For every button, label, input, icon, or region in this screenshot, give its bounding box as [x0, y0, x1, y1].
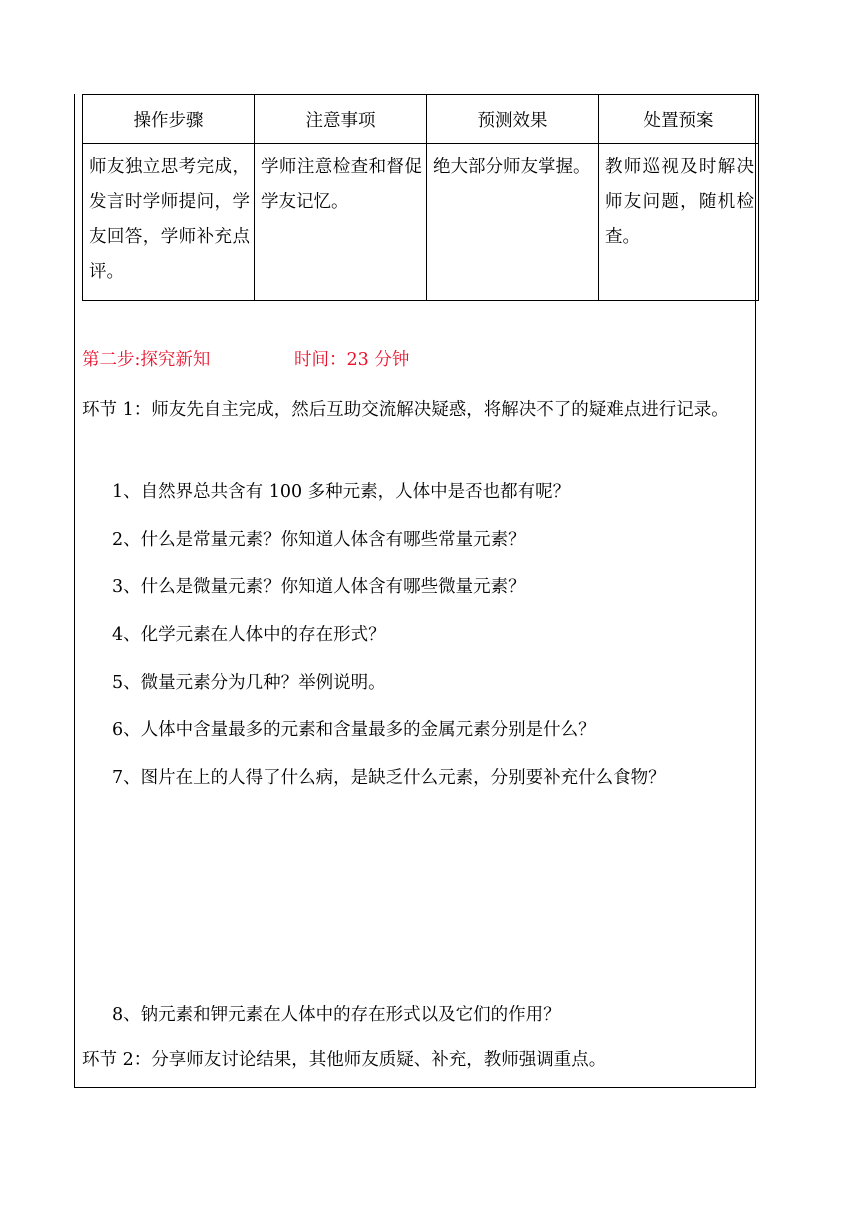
header-cell: 处置预案 — [599, 95, 759, 144]
table-cell: 师友独立思考完成，发言时学师提问，学友回答，学师补充点评。 — [83, 144, 255, 301]
question-item: 5、微量元素分为几种？举例说明。 — [112, 673, 386, 693]
section1-intro: 环节 1：师友先自主完成，然后互助交流解决疑惑，将解决不了的疑难点进行记录。 — [82, 400, 729, 420]
table-cell: 学师注意检查和督促学友记忆。 — [255, 144, 427, 301]
header-cell: 注意事项 — [255, 95, 427, 144]
question-item: 4、化学元素在人体中的存在形式？ — [112, 625, 386, 645]
question-item: 6、人体中含量最多的元素和含量最多的金属元素分别是什么？ — [112, 720, 596, 740]
step-title: 第二步:探究新知 — [82, 350, 211, 370]
header-cell: 预测效果 — [427, 95, 599, 144]
question-item: 8、钠元素和钾元素在人体中的存在形式以及它们的作用？ — [112, 1005, 561, 1025]
table-row — [83, 144, 759, 301]
table-header-row — [83, 95, 759, 144]
table-cell: 教师巡视及时解决师友问题，随机检查。 — [599, 144, 759, 301]
section2-text: 环节 2：分享师友讨论结果，其他师友质疑、补充，教师强调重点。 — [82, 1050, 607, 1070]
table-cell: 绝大部分师友掌握。 — [427, 144, 599, 301]
question-item: 1、自然界总共含有 100 多种元素，人体中是否也都有呢？ — [112, 482, 571, 502]
question-item: 7、图片在上的人得了什么病，是缺乏什么元素，分别要补充什么食物？ — [112, 768, 666, 788]
header-cell: 操作步骤 — [83, 95, 255, 144]
step-time: 时间：23 分钟 — [294, 350, 410, 370]
question-item: 2、什么是常量元素？你知道人体含有哪些常量元素？ — [112, 530, 526, 550]
question-item: 3、什么是微量元素？你知道人体含有哪些微量元素？ — [112, 577, 526, 597]
procedure-table — [82, 94, 759, 301]
step-heading — [82, 346, 410, 371]
